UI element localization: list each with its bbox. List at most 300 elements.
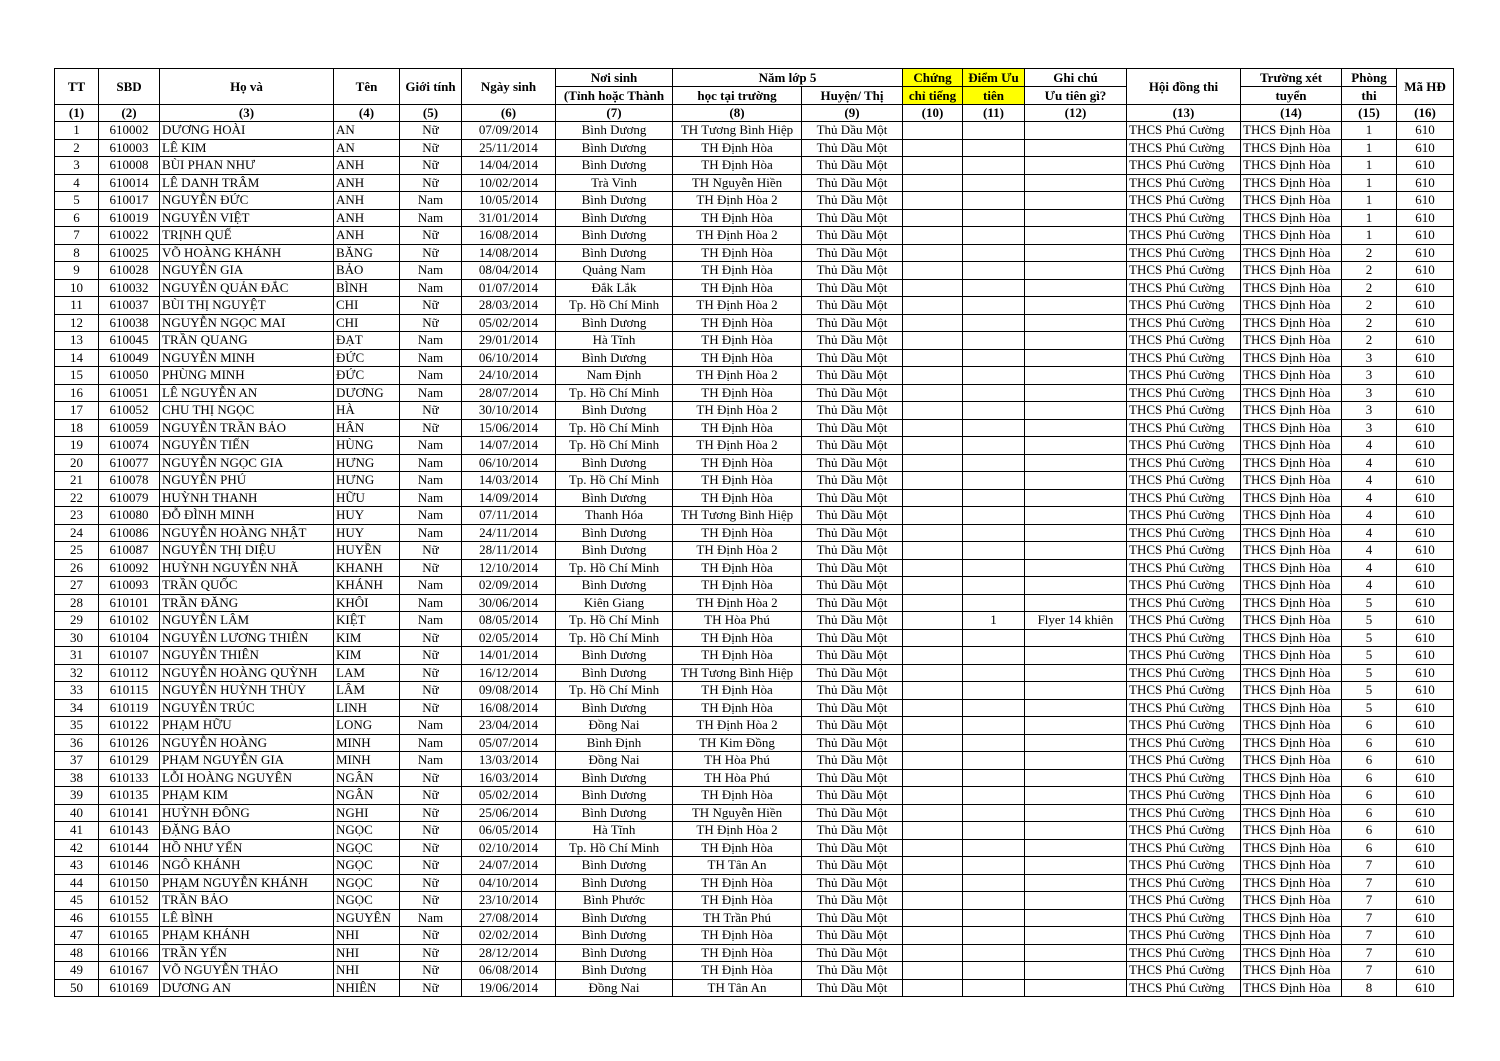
column-number-row xyxy=(55,105,1454,122)
cell-gioi-tinh: Nam xyxy=(400,454,462,472)
column-number-cell: (13) xyxy=(1127,105,1241,122)
cell-noi-sinh: Tp. Hồ Chí Minh xyxy=(556,612,673,630)
cell-ten: KIỆT xyxy=(334,612,400,630)
cell-truong-xet-tuyen: THCS Định Hòa xyxy=(1241,472,1342,490)
cell-truong-xet-tuyen: THCS Định Hòa xyxy=(1241,174,1342,192)
cell-truong-xet-tuyen: THCS Định Hòa xyxy=(1241,507,1342,525)
cell-hoc-tai-truong: TH Trần Phú xyxy=(673,909,802,927)
cell-noi-sinh: Bình Dương xyxy=(556,524,673,542)
cell-diem-uu-tien xyxy=(963,402,1025,420)
cell-ngay-sinh: 13/03/2014 xyxy=(462,752,556,770)
cell-noi-sinh: Kiên Giang xyxy=(556,594,673,612)
table-row xyxy=(55,209,1454,227)
cell-noi-sinh: Bình Dương xyxy=(556,874,673,892)
cell-huyen-thi: Thủ Dầu Một xyxy=(802,769,903,787)
cell-ten: KHÔI xyxy=(334,594,400,612)
cell-diem-uu-tien xyxy=(963,979,1025,997)
cell-gioi-tinh: Nam xyxy=(400,524,462,542)
cell-huyen-thi: Thủ Dầu Một xyxy=(802,297,903,315)
cell-noi-sinh: Tp. Hồ Chí Minh xyxy=(556,437,673,455)
cell-ma-hd: 610 xyxy=(1397,227,1454,245)
cell-noi-sinh: Đắk Lắk xyxy=(556,279,673,297)
cell-ho-va: NGUYỄN TRẦN BẢO xyxy=(160,419,334,437)
cell-hoi-dong-thi: THCS Phú Cường xyxy=(1127,524,1241,542)
cell-truong-xet-tuyen: THCS Định Hòa xyxy=(1241,349,1342,367)
cell-huyen-thi: Thủ Dầu Một xyxy=(802,332,903,350)
cell-ten: DƯƠNG xyxy=(334,384,400,402)
cell-tt: 36 xyxy=(55,734,99,752)
cell-ten: ANH xyxy=(334,174,400,192)
cell-noi-sinh: Bình Dương xyxy=(556,349,673,367)
cell-diem-uu-tien xyxy=(963,209,1025,227)
cell-hoc-tai-truong: TH Định Hòa 2 xyxy=(673,192,802,210)
cell-phong-thi: 6 xyxy=(1342,769,1397,787)
cell-phong-thi: 6 xyxy=(1342,804,1397,822)
cell-chung-chi xyxy=(903,472,963,490)
table-row xyxy=(55,472,1454,490)
column-number-cell: (9) xyxy=(802,105,903,122)
cell-sbd: 610077 xyxy=(99,454,160,472)
cell-diem-uu-tien: 1 xyxy=(963,612,1025,630)
cell-huyen-thi: Thủ Dầu Một xyxy=(802,594,903,612)
cell-huyen-thi: Thủ Dầu Một xyxy=(802,909,903,927)
cell-ma-hd: 610 xyxy=(1397,577,1454,595)
cell-hoc-tai-truong: TH Định Hòa xyxy=(673,559,802,577)
cell-chung-chi xyxy=(903,367,963,385)
cell-truong-xet-tuyen: THCS Định Hòa xyxy=(1241,734,1342,752)
cell-ngay-sinh: 14/09/2014 xyxy=(462,489,556,507)
cell-noi-sinh: Bình Dương xyxy=(556,787,673,805)
cell-hoc-tai-truong: TH Định Hòa xyxy=(673,874,802,892)
cell-gioi-tinh: Nữ xyxy=(400,892,462,910)
cell-sbd: 610086 xyxy=(99,524,160,542)
cell-ghi-chu xyxy=(1025,752,1127,770)
cell-phong-thi: 2 xyxy=(1342,262,1397,280)
cell-noi-sinh: Bình Dương xyxy=(556,769,673,787)
cell-ghi-chu xyxy=(1025,349,1127,367)
cell-huyen-thi: Thủ Dầu Một xyxy=(802,839,903,857)
cell-diem-uu-tien xyxy=(963,157,1025,175)
cell-ten: NHI xyxy=(334,962,400,980)
table-row xyxy=(55,734,1454,752)
cell-gioi-tinh: Nam xyxy=(400,209,462,227)
cell-ngay-sinh: 14/01/2014 xyxy=(462,647,556,665)
cell-ten: NGỌC xyxy=(334,839,400,857)
cell-chung-chi xyxy=(903,507,963,525)
cell-hoc-tai-truong: TH Tân An xyxy=(673,857,802,875)
cell-hoi-dong-thi: THCS Phú Cường xyxy=(1127,542,1241,560)
cell-ten: LÂM xyxy=(334,682,400,700)
cell-ma-hd: 610 xyxy=(1397,542,1454,560)
cell-ho-va: NGÔ KHÁNH xyxy=(160,857,334,875)
cell-ghi-chu xyxy=(1025,227,1127,245)
column-number-cell: (2) xyxy=(99,105,160,122)
cell-ma-hd: 610 xyxy=(1397,472,1454,490)
cell-noi-sinh: Bình Dương xyxy=(556,489,673,507)
cell-tt: 24 xyxy=(55,524,99,542)
cell-tt: 30 xyxy=(55,629,99,647)
cell-hoi-dong-thi: THCS Phú Cường xyxy=(1127,682,1241,700)
cell-huyen-thi: Thủ Dầu Một xyxy=(802,402,903,420)
cell-sbd: 610052 xyxy=(99,402,160,420)
cell-hoi-dong-thi: THCS Phú Cường xyxy=(1127,349,1241,367)
cell-diem-uu-tien xyxy=(963,244,1025,262)
cell-chung-chi xyxy=(903,839,963,857)
cell-ghi-chu xyxy=(1025,314,1127,332)
cell-ho-va: LỖI HOÀNG NGUYÊN xyxy=(160,769,334,787)
cell-diem-uu-tien xyxy=(963,332,1025,350)
cell-ghi-chu xyxy=(1025,542,1127,560)
cell-ho-va: NGUYỄN LƯƠNG THIÊN xyxy=(160,629,334,647)
cell-chung-chi xyxy=(903,979,963,997)
cell-phong-thi: 5 xyxy=(1342,647,1397,665)
cell-ten: NGHI xyxy=(334,804,400,822)
cell-ghi-chu xyxy=(1025,769,1127,787)
cell-noi-sinh: Tp. Hồ Chí Minh xyxy=(556,297,673,315)
cell-ghi-chu xyxy=(1025,962,1127,980)
cell-hoc-tai-truong: TH Định Hòa 2 xyxy=(673,717,802,735)
cell-ten: ANH xyxy=(334,209,400,227)
cell-hoc-tai-truong: TH Hòa Phú xyxy=(673,612,802,630)
cell-truong-xet-tuyen: THCS Định Hòa xyxy=(1241,542,1342,560)
cell-hoi-dong-thi: THCS Phú Cường xyxy=(1127,122,1241,140)
cell-hoc-tai-truong: TH Nguyễn Hiền xyxy=(673,174,802,192)
cell-ho-va: NGUYỄN QUẢN ĐẮC xyxy=(160,279,334,297)
cell-hoc-tai-truong: TH Định Hòa xyxy=(673,454,802,472)
cell-tt: 32 xyxy=(55,664,99,682)
cell-ho-va: NGUYỄN THỊ DIỆU xyxy=(160,542,334,560)
cell-chung-chi xyxy=(903,892,963,910)
cell-ngay-sinh: 30/10/2014 xyxy=(462,402,556,420)
cell-tt: 19 xyxy=(55,437,99,455)
cell-ghi-chu: Flyer 14 khiên xyxy=(1025,612,1127,630)
cell-ma-hd: 610 xyxy=(1397,192,1454,210)
cell-ngay-sinh: 25/11/2014 xyxy=(462,139,556,157)
cell-hoi-dong-thi: THCS Phú Cường xyxy=(1127,384,1241,402)
cell-ten: BÌNH xyxy=(334,279,400,297)
cell-truong-xet-tuyen: THCS Định Hòa xyxy=(1241,279,1342,297)
cell-huyen-thi: Thủ Dầu Một xyxy=(802,559,903,577)
cell-ngay-sinh: 25/06/2014 xyxy=(462,804,556,822)
cell-diem-uu-tien xyxy=(963,909,1025,927)
cell-truong-xet-tuyen: THCS Định Hòa xyxy=(1241,752,1342,770)
cell-truong-xet-tuyen: THCS Định Hòa xyxy=(1241,332,1342,350)
cell-ho-va: HUỲNH NGUYỄN NHÃ xyxy=(160,559,334,577)
cell-ma-hd: 610 xyxy=(1397,717,1454,735)
cell-chung-chi xyxy=(903,594,963,612)
cell-ma-hd: 610 xyxy=(1397,507,1454,525)
cell-huyen-thi: Thủ Dầu Một xyxy=(802,577,903,595)
cell-ghi-chu xyxy=(1025,699,1127,717)
cell-huyen-thi: Thủ Dầu Một xyxy=(802,979,903,997)
cell-tt: 18 xyxy=(55,419,99,437)
col-chung-chi-header-line1: Chứng xyxy=(903,69,963,87)
cell-tt: 21 xyxy=(55,472,99,490)
cell-sbd: 610122 xyxy=(99,717,160,735)
cell-ma-hd: 610 xyxy=(1397,612,1454,630)
cell-huyen-thi: Thủ Dầu Một xyxy=(802,787,903,805)
cell-ghi-chu xyxy=(1025,979,1127,997)
cell-sbd: 610129 xyxy=(99,752,160,770)
cell-chung-chi xyxy=(903,139,963,157)
cell-tt: 46 xyxy=(55,909,99,927)
cell-sbd: 610032 xyxy=(99,279,160,297)
table-row xyxy=(55,507,1454,525)
cell-huyen-thi: Thủ Dầu Một xyxy=(802,472,903,490)
cell-ngay-sinh: 16/03/2014 xyxy=(462,769,556,787)
cell-ma-hd: 610 xyxy=(1397,839,1454,857)
cell-sbd: 610079 xyxy=(99,489,160,507)
cell-ten: ĐẠT xyxy=(334,332,400,350)
cell-hoi-dong-thi: THCS Phú Cường xyxy=(1127,454,1241,472)
cell-tt: 29 xyxy=(55,612,99,630)
cell-huyen-thi: Thủ Dầu Một xyxy=(802,629,903,647)
table-row xyxy=(55,664,1454,682)
cell-ghi-chu xyxy=(1025,332,1127,350)
cell-hoc-tai-truong: TH Tương Bình Hiệp xyxy=(673,122,802,140)
cell-ho-va: NGUYỄN THIÊN xyxy=(160,647,334,665)
cell-huyen-thi: Thủ Dầu Một xyxy=(802,139,903,157)
cell-truong-xet-tuyen: THCS Định Hòa xyxy=(1241,524,1342,542)
cell-huyen-thi: Thủ Dầu Một xyxy=(802,489,903,507)
cell-hoc-tai-truong: TH Nguyễn Hiền xyxy=(673,804,802,822)
cell-sbd: 610115 xyxy=(99,682,160,700)
cell-huyen-thi: Thủ Dầu Một xyxy=(802,664,903,682)
cell-huyen-thi: Thủ Dầu Một xyxy=(802,419,903,437)
table-row xyxy=(55,332,1454,350)
cell-ngay-sinh: 05/02/2014 xyxy=(462,787,556,805)
cell-phong-thi: 7 xyxy=(1342,857,1397,875)
cell-diem-uu-tien xyxy=(963,874,1025,892)
cell-chung-chi xyxy=(903,437,963,455)
cell-phong-thi: 1 xyxy=(1342,227,1397,245)
cell-chung-chi xyxy=(903,524,963,542)
cell-noi-sinh: Bình Dương xyxy=(556,664,673,682)
cell-noi-sinh: Bình Dương xyxy=(556,157,673,175)
cell-gioi-tinh: Nam xyxy=(400,332,462,350)
cell-chung-chi xyxy=(903,384,963,402)
cell-truong-xet-tuyen: THCS Định Hòa xyxy=(1241,192,1342,210)
cell-gioi-tinh: Nam xyxy=(400,612,462,630)
cell-chung-chi xyxy=(903,244,963,262)
table-row xyxy=(55,612,1454,630)
cell-ngay-sinh: 02/09/2014 xyxy=(462,577,556,595)
table-row xyxy=(55,559,1454,577)
cell-ngay-sinh: 07/09/2014 xyxy=(462,122,556,140)
cell-ten: LONG xyxy=(334,717,400,735)
cell-huyen-thi: Thủ Dầu Một xyxy=(802,962,903,980)
cell-hoi-dong-thi: THCS Phú Cường xyxy=(1127,472,1241,490)
cell-gioi-tinh: Nam xyxy=(400,349,462,367)
cell-huyen-thi: Thủ Dầu Một xyxy=(802,367,903,385)
cell-phong-thi: 4 xyxy=(1342,489,1397,507)
cell-ten: HUYỀN xyxy=(334,542,400,560)
table-row xyxy=(55,384,1454,402)
cell-ghi-chu xyxy=(1025,139,1127,157)
cell-ngay-sinh: 06/10/2014 xyxy=(462,349,556,367)
cell-phong-thi: 3 xyxy=(1342,367,1397,385)
cell-hoi-dong-thi: THCS Phú Cường xyxy=(1127,262,1241,280)
cell-truong-xet-tuyen: THCS Định Hòa xyxy=(1241,857,1342,875)
cell-truong-xet-tuyen: THCS Định Hòa xyxy=(1241,384,1342,402)
cell-hoc-tai-truong: TH Định Hòa xyxy=(673,577,802,595)
cell-truong-xet-tuyen: THCS Định Hòa xyxy=(1241,787,1342,805)
cell-ho-va: TRẦN YẾN xyxy=(160,944,334,962)
cell-truong-xet-tuyen: THCS Định Hòa xyxy=(1241,454,1342,472)
cell-noi-sinh: Tp. Hồ Chí Minh xyxy=(556,559,673,577)
cell-ngay-sinh: 07/11/2014 xyxy=(462,507,556,525)
table-row xyxy=(55,419,1454,437)
cell-sbd: 610014 xyxy=(99,174,160,192)
cell-gioi-tinh: Nữ xyxy=(400,979,462,997)
cell-ngay-sinh: 30/06/2014 xyxy=(462,594,556,612)
cell-tt: 38 xyxy=(55,769,99,787)
cell-ngay-sinh: 08/04/2014 xyxy=(462,262,556,280)
cell-ho-va: DƯƠNG AN xyxy=(160,979,334,997)
cell-ten: NHI xyxy=(334,944,400,962)
cell-noi-sinh: Bình Dương xyxy=(556,402,673,420)
cell-tt: 35 xyxy=(55,717,99,735)
cell-noi-sinh: Bình Dương xyxy=(556,962,673,980)
cell-chung-chi xyxy=(903,752,963,770)
cell-noi-sinh: Bình Dương xyxy=(556,804,673,822)
table-row xyxy=(55,769,1454,787)
cell-gioi-tinh: Nữ xyxy=(400,542,462,560)
cell-ma-hd: 610 xyxy=(1397,594,1454,612)
cell-truong-xet-tuyen: THCS Định Hòa xyxy=(1241,682,1342,700)
cell-ma-hd: 610 xyxy=(1397,384,1454,402)
column-number-cell: (7) xyxy=(556,105,673,122)
cell-ho-va: NGUYỄN HUỲNH THÙY xyxy=(160,682,334,700)
cell-huyen-thi: Thủ Dầu Một xyxy=(802,279,903,297)
cell-ngay-sinh: 16/08/2014 xyxy=(462,227,556,245)
cell-gioi-tinh: Nữ xyxy=(400,559,462,577)
cell-ghi-chu xyxy=(1025,787,1127,805)
cell-ho-va: BÙI PHAN NHƯ xyxy=(160,157,334,175)
cell-hoc-tai-truong: TH Định Hòa xyxy=(673,892,802,910)
cell-gioi-tinh: Nữ xyxy=(400,297,462,315)
cell-phong-thi: 4 xyxy=(1342,472,1397,490)
cell-chung-chi xyxy=(903,419,963,437)
cell-hoc-tai-truong: TH Định Hòa xyxy=(673,419,802,437)
cell-sbd: 610135 xyxy=(99,787,160,805)
column-number-cell: (1) xyxy=(55,105,99,122)
cell-ghi-chu xyxy=(1025,559,1127,577)
cell-ghi-chu xyxy=(1025,857,1127,875)
cell-hoc-tai-truong: TH Định Hòa 2 xyxy=(673,542,802,560)
cell-sbd: 610092 xyxy=(99,559,160,577)
cell-truong-xet-tuyen: THCS Định Hòa xyxy=(1241,419,1342,437)
cell-phong-thi: 1 xyxy=(1342,209,1397,227)
cell-ten: NGÂN xyxy=(334,787,400,805)
table-header xyxy=(55,69,1454,122)
cell-ma-hd: 610 xyxy=(1397,559,1454,577)
cell-truong-xet-tuyen: THCS Định Hòa xyxy=(1241,769,1342,787)
cell-phong-thi: 4 xyxy=(1342,507,1397,525)
cell-diem-uu-tien xyxy=(963,559,1025,577)
cell-sbd: 610107 xyxy=(99,647,160,665)
cell-ghi-chu xyxy=(1025,262,1127,280)
cell-sbd: 610101 xyxy=(99,594,160,612)
cell-noi-sinh: Tp. Hồ Chí Minh xyxy=(556,384,673,402)
cell-gioi-tinh: Nam xyxy=(400,262,462,280)
table-row xyxy=(55,787,1454,805)
cell-diem-uu-tien xyxy=(963,139,1025,157)
cell-ho-va: NGUYỄN TIẾN xyxy=(160,437,334,455)
cell-hoi-dong-thi: THCS Phú Cường xyxy=(1127,734,1241,752)
cell-tt: 20 xyxy=(55,454,99,472)
col-tt-header: TT xyxy=(55,69,99,105)
cell-tt: 44 xyxy=(55,874,99,892)
cell-diem-uu-tien xyxy=(963,647,1025,665)
cell-ma-hd: 610 xyxy=(1397,962,1454,980)
cell-ngay-sinh: 28/03/2014 xyxy=(462,297,556,315)
cell-phong-thi: 4 xyxy=(1342,454,1397,472)
cell-tt: 48 xyxy=(55,944,99,962)
cell-noi-sinh: Bình Dương xyxy=(556,647,673,665)
cell-ghi-chu xyxy=(1025,454,1127,472)
cell-ngay-sinh: 28/07/2014 xyxy=(462,384,556,402)
cell-huyen-thi: Thủ Dầu Một xyxy=(802,734,903,752)
cell-hoc-tai-truong: TH Định Hòa xyxy=(673,262,802,280)
cell-ho-va: NGUYỄN GIA xyxy=(160,262,334,280)
cell-noi-sinh: Tp. Hồ Chí Minh xyxy=(556,839,673,857)
cell-ma-hd: 610 xyxy=(1397,787,1454,805)
cell-gioi-tinh: Nam xyxy=(400,437,462,455)
cell-phong-thi: 6 xyxy=(1342,717,1397,735)
cell-hoc-tai-truong: TH Định Hòa xyxy=(673,472,802,490)
cell-phong-thi: 7 xyxy=(1342,962,1397,980)
cell-ma-hd: 610 xyxy=(1397,857,1454,875)
cell-ho-va: LÊ KIM xyxy=(160,139,334,157)
cell-tt: 39 xyxy=(55,787,99,805)
cell-sbd: 610169 xyxy=(99,979,160,997)
cell-ma-hd: 610 xyxy=(1397,682,1454,700)
cell-huyen-thi: Thủ Dầu Một xyxy=(802,454,903,472)
cell-gioi-tinh: Nam xyxy=(400,577,462,595)
cell-hoi-dong-thi: THCS Phú Cường xyxy=(1127,559,1241,577)
cell-chung-chi xyxy=(903,489,963,507)
cell-chung-chi xyxy=(903,927,963,945)
col-ten-header: Tên xyxy=(334,69,400,105)
table-row xyxy=(55,542,1454,560)
cell-ngay-sinh: 04/10/2014 xyxy=(462,874,556,892)
cell-hoi-dong-thi: THCS Phú Cường xyxy=(1127,927,1241,945)
cell-ngay-sinh: 23/04/2014 xyxy=(462,717,556,735)
cell-ten: NGỌC xyxy=(334,892,400,910)
cell-gioi-tinh: Nữ xyxy=(400,769,462,787)
cell-ho-va: NGUYỄN ĐỨC xyxy=(160,192,334,210)
cell-ma-hd: 610 xyxy=(1397,454,1454,472)
cell-tt: 8 xyxy=(55,244,99,262)
cell-tt: 31 xyxy=(55,647,99,665)
cell-phong-thi: 2 xyxy=(1342,297,1397,315)
cell-tt: 25 xyxy=(55,542,99,560)
cell-hoc-tai-truong: TH Định Hòa 2 xyxy=(673,437,802,455)
cell-ho-va: ĐẶNG BẢO xyxy=(160,822,334,840)
cell-ngay-sinh: 29/01/2014 xyxy=(462,332,556,350)
cell-phong-thi: 1 xyxy=(1342,157,1397,175)
cell-gioi-tinh: Nam xyxy=(400,717,462,735)
cell-tt: 1 xyxy=(55,122,99,140)
cell-hoi-dong-thi: THCS Phú Cường xyxy=(1127,769,1241,787)
cell-ma-hd: 610 xyxy=(1397,752,1454,770)
cell-huyen-thi: Thủ Dầu Một xyxy=(802,349,903,367)
cell-chung-chi xyxy=(903,874,963,892)
cell-tt: 26 xyxy=(55,559,99,577)
cell-diem-uu-tien xyxy=(963,682,1025,700)
table-row xyxy=(55,279,1454,297)
